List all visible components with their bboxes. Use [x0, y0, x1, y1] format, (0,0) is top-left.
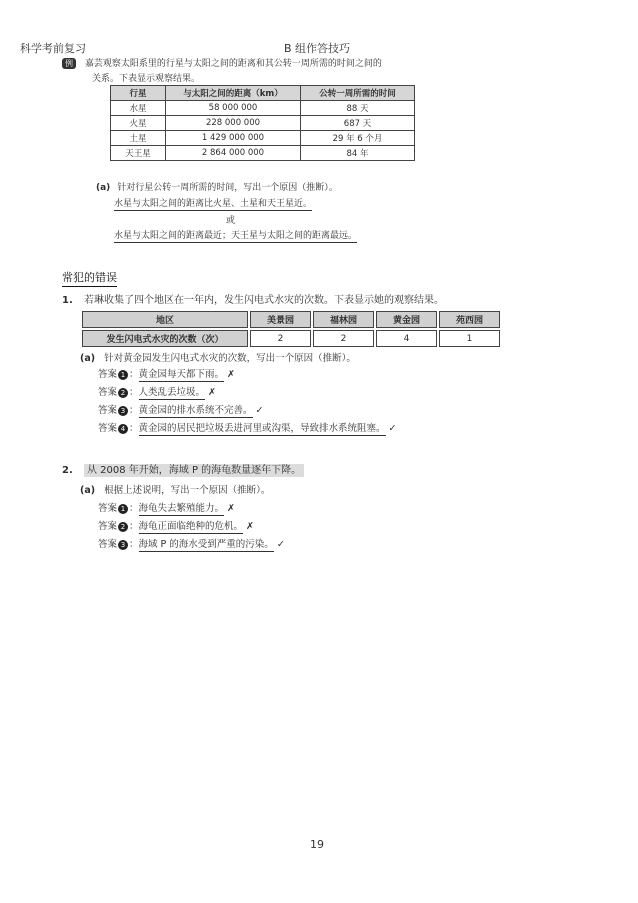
- flood-row-label: 发生闪电式水灾的次数（次）: [82, 330, 248, 347]
- example-answer-a: 水星与太阳之间的距离比火星、土星和天王星近。: [114, 196, 312, 211]
- planet-table: [110, 85, 415, 161]
- answer-text: 海龟失去繁殖能力。: [138, 503, 225, 514]
- check-icon: ✓: [255, 405, 264, 416]
- planet-cell: 火星: [111, 116, 166, 131]
- table-row: [111, 116, 415, 131]
- answer-prefix: 答案: [98, 423, 118, 434]
- answer-prefix: 答案: [98, 369, 118, 380]
- q2-number: 2.: [62, 465, 73, 476]
- answer-prefix: 答案: [98, 503, 118, 514]
- q2-answer-3: 答案 3 ：海域 P 的海水受到严重的污染。 ✓: [98, 539, 285, 550]
- q2-subquestion: [80, 482, 270, 496]
- table-row: [111, 101, 415, 116]
- example-or: 或: [226, 216, 236, 226]
- q1-text: 若琳收集了四个地区在一年内，发生闪电式水灾的次数。下表显示她的观察结果。: [83, 295, 444, 306]
- example-badge: 例: [62, 58, 76, 69]
- flood-table: [80, 309, 502, 349]
- answer-number-badge: 2: [118, 522, 128, 532]
- table-row: [82, 330, 500, 347]
- answer-text: 黄金园每天都下雨。: [138, 369, 225, 380]
- flood-cell: 1: [439, 330, 500, 347]
- answer-text: 黄金园的居民把垃圾丢进河里或沟渠，导致排水系统阻塞。: [138, 423, 386, 434]
- answer-prefix: 答案: [98, 387, 118, 398]
- example-question: [96, 180, 338, 193]
- flood-header-0: 地区: [82, 311, 248, 328]
- answer-text: 人类乱丢垃圾。: [138, 387, 206, 398]
- answer-prefix: 答案: [98, 521, 118, 532]
- answer-number-badge: 4: [118, 424, 128, 434]
- q2-sub-text: 根据上述说明，写出一个原因（推断）。: [104, 485, 271, 496]
- planet-cell: 2 864 000 000: [166, 146, 301, 161]
- cross-icon: ✗: [246, 521, 255, 532]
- q1-answer-4: 答案 4 ：黄金园的居民把垃圾丢进河里或沟渠，导致排水系统阻塞。 ✓: [98, 423, 397, 434]
- answer-number-badge: 2: [118, 388, 128, 398]
- flood-header-2: 福林园: [313, 311, 374, 328]
- example-question-label: (a): [96, 183, 111, 193]
- planet-header-2: 公转一周所需的时间: [301, 86, 415, 101]
- flood-cell: 2: [313, 330, 374, 347]
- answer-text: 黄金园的排水系统不完善。: [138, 405, 253, 416]
- q1-answer-3: 答案 3 ：黄金园的排水系统不完善。 ✓: [98, 405, 264, 416]
- answer-number-badge: 3: [118, 540, 128, 550]
- answer-number-badge: 1: [118, 504, 128, 514]
- q1-number: 1.: [62, 295, 73, 306]
- q1-answer-2: 答案 2 ：人类乱丢垃圾。 ✗: [98, 387, 217, 398]
- q2-answer-2: 答案 2 ：海龟正面临绝种的危机。 ✗: [98, 521, 255, 532]
- table-row: [111, 131, 415, 146]
- planet-cell: 水星: [111, 101, 166, 116]
- q1-stem: [62, 291, 444, 306]
- header-center: B 组作答技巧: [284, 42, 351, 55]
- q2-stem: [62, 461, 304, 476]
- flood-header-4: 苑西园: [439, 311, 500, 328]
- flood-header-3: 黄金园: [376, 311, 437, 328]
- answer-number-badge: 1: [118, 370, 128, 380]
- flood-cell: 2: [250, 330, 311, 347]
- planet-cell: 土星: [111, 131, 166, 146]
- header-left: 科学考前复习: [20, 42, 86, 55]
- example-intro-line1: 嘉芸观察太阳系里的行星与太阳之间的距离和其公转一周所需的时间之间的: [84, 59, 382, 69]
- example-block: [62, 56, 582, 84]
- example-intro-line2: 关系。下表显示观察结果。: [92, 74, 201, 84]
- planet-header-0: 行星: [111, 86, 166, 101]
- planet-cell: 88 天: [301, 101, 415, 116]
- q2-text: 从 2008 年开始，海域 P 的海龟数量逐年下降。: [84, 464, 304, 477]
- flood-cell: 4: [376, 330, 437, 347]
- planet-header-1: 与太阳之间的距离（km）: [166, 86, 301, 101]
- cross-icon: ✗: [208, 387, 217, 398]
- answer-prefix: 答案: [98, 539, 118, 550]
- answer-prefix: 答案: [98, 405, 118, 416]
- planet-cell: 29 年 6 个月: [301, 131, 415, 146]
- check-icon: ✓: [388, 423, 397, 434]
- example-question-text: 针对行星公转一周所需的时间，写出一个原因（推断）。: [117, 183, 338, 193]
- example-answer-b: 水星与太阳之间的距离最近；天王星与太阳之间的距离最远。: [114, 228, 357, 243]
- q1-sub-text: 针对黄金园发生闪电式水灾的次数，写出一个原因（推断）。: [104, 353, 356, 364]
- answer-text: 海龟正面临绝种的危机。: [138, 521, 244, 532]
- q2-answer-1: 答案 1 ：海龟失去繁殖能力。 ✗: [98, 503, 236, 514]
- planet-cell: 84 年: [301, 146, 415, 161]
- page-number: 19: [310, 838, 324, 851]
- answer-text: 海域 P 的海水受到严重的污染。: [138, 539, 274, 550]
- q1-subquestion: [80, 350, 356, 364]
- section-title: 常犯的错误: [62, 269, 117, 287]
- planet-cell: 1 429 000 000: [166, 131, 301, 146]
- planet-cell: 228 000 000: [166, 116, 301, 131]
- answer-number-badge: 3: [118, 406, 128, 416]
- q1-answer-1: 答案 1 ：黄金园每天都下雨。 ✗: [98, 369, 236, 380]
- flood-header-1: 美景园: [250, 311, 311, 328]
- cross-icon: ✗: [227, 369, 236, 380]
- q1-sub-label: (a): [80, 353, 96, 364]
- planet-cell: 687 天: [301, 116, 415, 131]
- check-icon: ✓: [276, 539, 285, 550]
- table-row: [111, 146, 415, 161]
- cross-icon: ✗: [227, 503, 236, 514]
- q2-sub-label: (a): [80, 485, 96, 496]
- planet-cell: 天王星: [111, 146, 166, 161]
- planet-cell: 58 000 000: [166, 101, 301, 116]
